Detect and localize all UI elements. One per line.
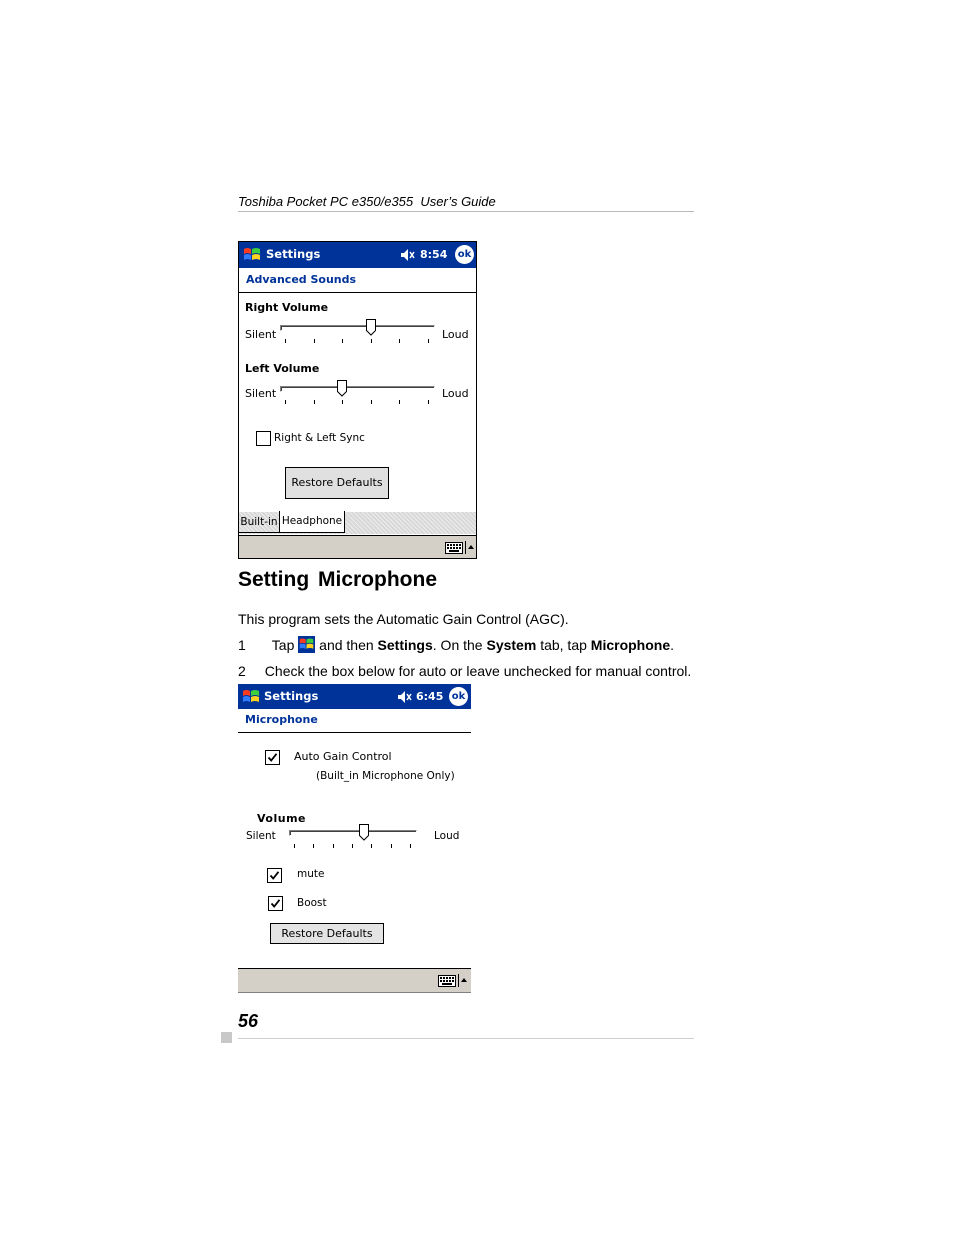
start-logo-icon[interactable] [241, 687, 261, 707]
section-title: Advanced Sounds [246, 273, 357, 286]
slider-tick [352, 844, 353, 848]
slider-tick [428, 339, 429, 343]
page-heading: Setting Microphone [238, 568, 437, 591]
intro-text: This program sets the Automatic Gain Control (AGC). [238, 611, 569, 627]
command-bar [239, 535, 476, 559]
tab-built-in[interactable]: Built-in [238, 512, 280, 533]
step-1-tap: Tap [271, 637, 295, 653]
running-header: Toshiba Pocket PC e350/e355 User’s Guide [238, 194, 496, 209]
tab-headphone[interactable]: Headphone [279, 511, 345, 533]
sync-checkbox-label: Right & Left Sync [274, 432, 365, 444]
slider-track[interactable] [289, 830, 417, 836]
slider-tick [294, 844, 295, 848]
slider-tick [314, 339, 315, 343]
keyboard-icon[interactable] [445, 541, 475, 554]
slider-thumb[interactable] [366, 319, 376, 336]
slider-tick [371, 400, 372, 404]
slider-tick [391, 844, 392, 848]
footer-marker [221, 1032, 232, 1043]
slider-track[interactable] [280, 386, 435, 392]
auto-gain-control-checkbox[interactable] [265, 750, 280, 765]
header-rule [238, 211, 694, 212]
slider-thumb[interactable] [337, 380, 347, 397]
microphone-screenshot [238, 684, 471, 993]
slider-tick [285, 400, 286, 404]
slider-tick [333, 844, 334, 848]
start-logo-icon [298, 636, 315, 653]
left-volume-label: Left Volume [245, 362, 320, 375]
keyboard-icon[interactable] [438, 974, 468, 987]
slider-tick [399, 339, 400, 343]
restore-defaults-button[interactable]: Restore Defaults [285, 467, 389, 499]
step-1 [238, 636, 674, 653]
slider-tick [314, 400, 315, 404]
checkmark-icon [269, 870, 280, 881]
advanced-sounds-screenshot [238, 241, 477, 559]
command-bar [238, 968, 471, 993]
speaker-icon[interactable] [396, 689, 412, 705]
step-2 [238, 663, 691, 679]
clock-time[interactable]: 6:45 [416, 690, 444, 703]
mute-checkbox[interactable] [267, 868, 282, 883]
step-2-text: Check the box below for auto or leave unchecked for manual control. [264, 663, 692, 679]
page-number: 56 [238, 1011, 259, 1031]
step-1-system: System [486, 637, 537, 653]
sync-checkbox[interactable] [256, 431, 271, 446]
step-1-number: 1 [238, 637, 246, 653]
title-bar [238, 684, 471, 709]
footer-rule [238, 1038, 694, 1039]
step-1-microphone: Microphone [590, 637, 671, 653]
mute-label: mute [297, 868, 325, 880]
slider-tick [428, 400, 429, 404]
volume-max-label: Loud [434, 830, 460, 842]
volume-min-label: Silent [246, 830, 276, 842]
checkmark-icon [267, 752, 278, 763]
right-volume-max-label: Loud [442, 328, 469, 341]
step-1-tab-tap: tab, tap [540, 637, 587, 653]
ok-button[interactable]: ok [455, 245, 474, 264]
slider-tick [342, 400, 343, 404]
section-title: Microphone [245, 713, 318, 726]
section-divider [238, 732, 471, 733]
start-logo-icon[interactable] [242, 245, 262, 265]
auto-gain-control-label: Auto Gain Control [294, 750, 392, 763]
boost-label: Boost [297, 897, 327, 909]
step-1-and-then: and then [319, 637, 374, 653]
boost-checkbox[interactable] [268, 896, 283, 911]
window-title: Settings [264, 689, 319, 703]
slider-thumb[interactable] [359, 824, 369, 841]
left-volume-max-label: Loud [442, 387, 469, 400]
slider-track[interactable] [280, 325, 435, 331]
left-volume-min-label: Silent [245, 387, 277, 400]
step-1-settings: Settings [377, 637, 433, 653]
tab-bar [239, 512, 476, 534]
slider-tick [410, 844, 411, 848]
ok-button[interactable]: ok [449, 687, 468, 706]
restore-defaults-button[interactable]: Restore Defaults [270, 923, 384, 944]
title-bar [239, 242, 476, 268]
speaker-icon[interactable] [399, 247, 415, 263]
volume-label: Volume [257, 812, 306, 825]
right-volume-min-label: Silent [245, 328, 277, 341]
right-volume-label: Right Volume [245, 301, 329, 314]
clock-time[interactable]: 8:54 [420, 248, 448, 261]
step-2-number: 2 [238, 663, 246, 679]
auto-gain-control-note: (Built_in Microphone Only) [316, 770, 455, 782]
slider-tick [285, 339, 286, 343]
checkmark-icon [270, 898, 281, 909]
slider-tick [371, 339, 372, 343]
step-1-on-the: . On the [432, 637, 483, 653]
window-title: Settings [266, 247, 321, 261]
slider-tick [399, 400, 400, 404]
slider-tick [313, 844, 314, 848]
slider-tick [371, 844, 372, 848]
step-1-period: . [670, 637, 675, 653]
section-divider [239, 292, 476, 293]
slider-tick [342, 339, 343, 343]
